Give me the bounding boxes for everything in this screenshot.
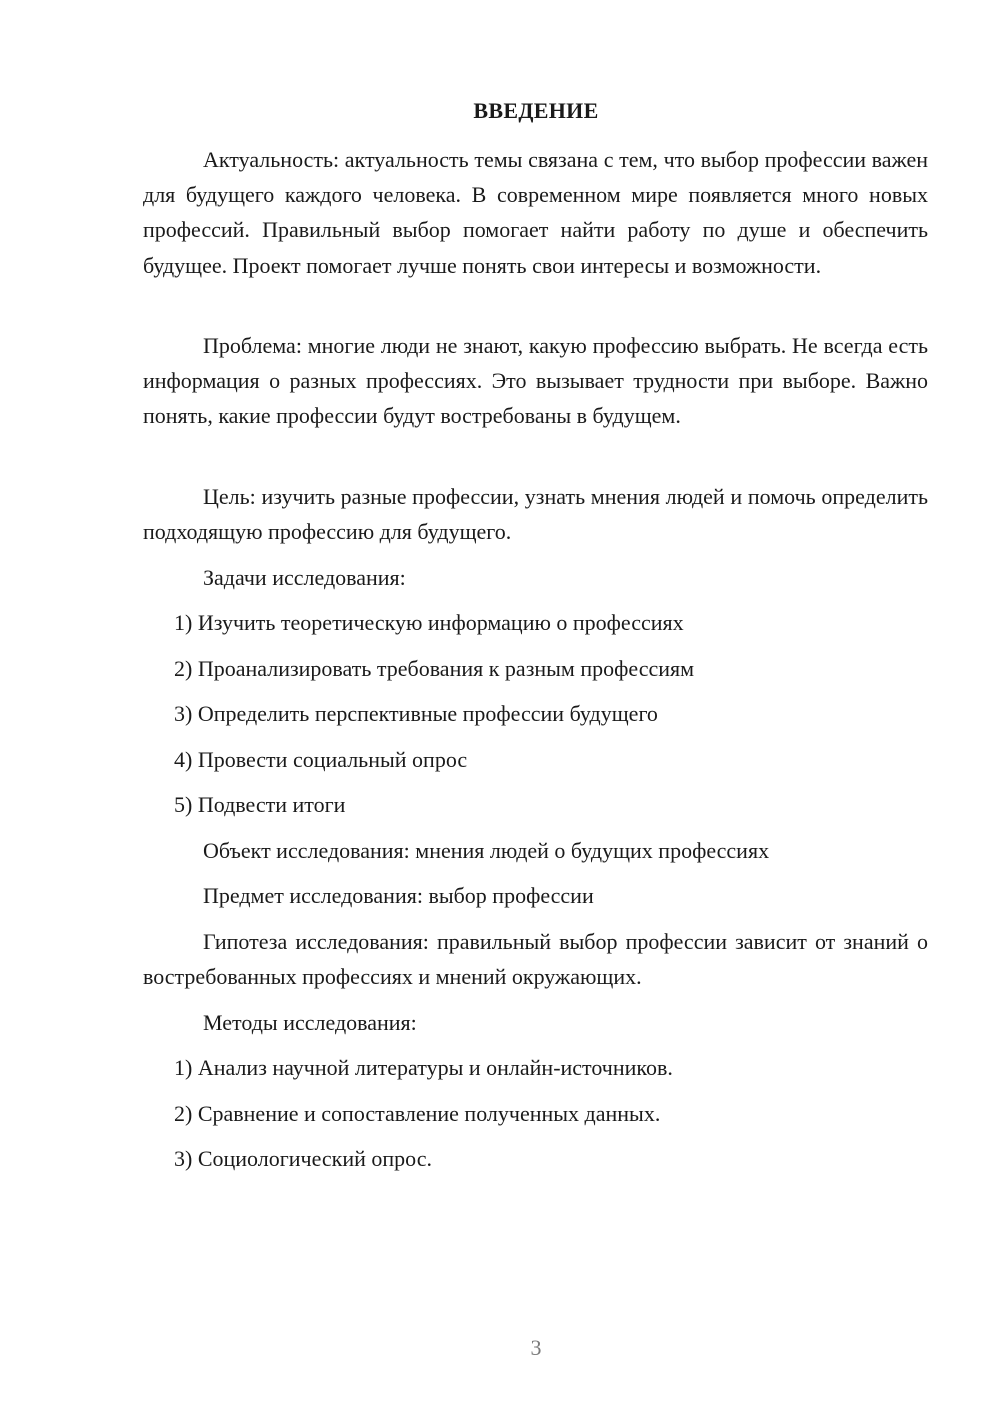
method-item: 2) Сравнение и сопоставление полученных данных. <box>174 1101 661 1126</box>
section-title: ВВЕДЕНИЕ <box>473 98 599 123</box>
research-subject: Предмет исследования: выбор профессии <box>203 883 594 908</box>
task-item: 1) Изучить теоретическую информацию о профессиях <box>174 610 684 635</box>
relevance-paragraph: Актуальность: актуальность темы связана с тем, что выбор профессии важен для будущего каждого человека. В современном мире появляется много новых профессий. Правильный выбор помогает найти работу по душе и обеспечить будущее. Проект помогает лучше понять свои интересы и возможности. <box>143 147 928 278</box>
tasks-heading: Задачи исследования: <box>203 565 406 590</box>
problem-paragraph: Проблема: многие люди не знают, какую профессию выбрать. Не всегда есть информация о разных профессиях. Это вызывает трудности при выборе. Важно понять, какие профессии будут востребованы в будущем. <box>143 333 928 429</box>
task-item: 2) Проанализировать требования к разным профессиям <box>174 656 695 681</box>
method-item: 1) Анализ научной литературы и онлайн-источников. <box>174 1055 673 1080</box>
hypothesis-paragraph: Гипотеза исследования: правильный выбор профессии зависит от знаний о востребованных профессиях и мнений окружающих. <box>143 929 928 990</box>
task-item: 4) Провести социальный опрос <box>174 747 468 772</box>
method-item: 3) Социологический опрос. <box>174 1146 432 1171</box>
task-item: 5) Подвести итоги <box>174 792 346 817</box>
research-object: Объект исследования: мнения людей о будущих профессиях <box>203 838 770 863</box>
goal-paragraph: Цель: изучить разные профессии, узнать мнения людей и помочь определить подходящую профессию для будущего. <box>143 484 928 545</box>
methods-heading: Методы исследования: <box>203 1010 417 1035</box>
page-number: 3 <box>530 1335 542 1360</box>
task-item: 3) Определить перспективные профессии будущего <box>174 701 658 726</box>
